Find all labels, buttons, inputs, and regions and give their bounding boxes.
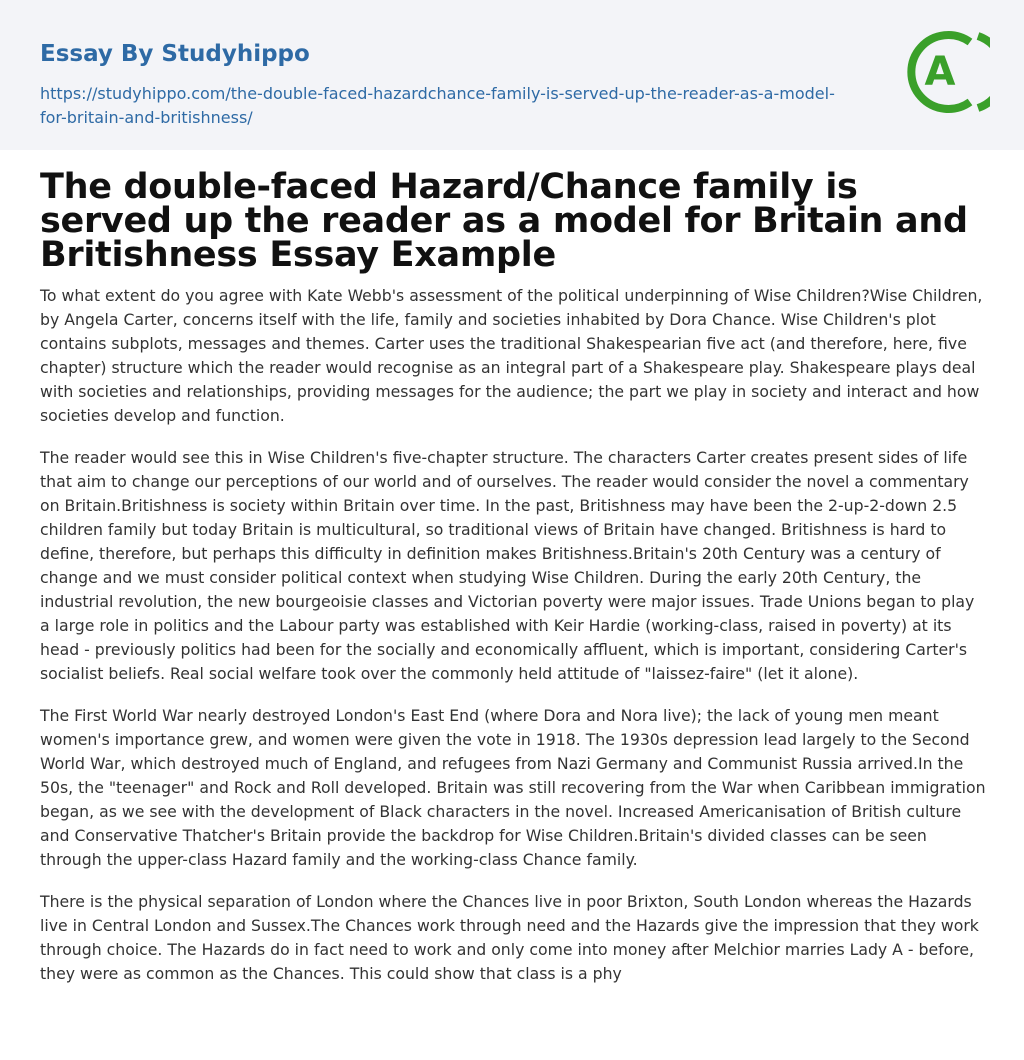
logo-letter: A xyxy=(924,49,956,95)
page-title: The double-faced Hazard/Chance family is served up the reader as a model for Britain and Britishness Essay Example xyxy=(40,167,968,275)
paragraph-2: The reader would see this in Wise Children's five-chapter structure. The characters Carter creates present sides of life that aim to change our perceptions of our world and of ourselves. The reader would consider the novel a commentary on Britain.Britishness is society within Britain over time. In the past, Britishness may have been the 2-up-2-down 2.5 children family but today Britain is multicultural, so traditional views of Britain have changed. Britishness is hard to define, therefore, but perhaps this difficulty in definition makes Britishness.Britain's 20th Century was a century of change and we must consider political context when studying Wise Children. During the early 20th Century, the industrial revolution, the new bourgeoisie classes and Victorian poverty were major issues. Trade Unions began to play a large role in politics and the Labour party was established with Keir Hardie (working-class, raised in poverty) at its head - previously politics had been for the socially and economically affluent, which is important, considering Carter's socialist beliefs. Real social welfare took over the commonly held attitude of "laissez-faire" (let it alone). xyxy=(40,448,975,683)
paragraph-1: To what extent do you agree with Kate Webb's assessment of the political underpinning of Wise Children?Wise Children, by Angela Carter, concerns itself with the life, family and societies inhabited by Dora Chance. Wise Children's plot contains subplots, messages and themes. Carter uses the traditional Shakespearian five act (and therefore, here, five chapter) structure which the reader would recognise as an integral part of a Shakespeare play. Shakespeare plays deal with societies and relationships, providing messages for the audience; the part we play in society and interact and how societies develop and function. xyxy=(40,286,983,425)
site-header xyxy=(0,0,1024,150)
paragraph-3: The First World War nearly destroyed London's East End (where Dora and Nora live); the lack of young men meant women's importance grew, and women were given the vote in 1918. The 1930s depression lead largely to the Second World War, which destroyed much of England, and refugees from Nazi Germany and Communist Russia arrived.In the 50s, the "teenager" and Rock and Roll developed. Britain was still recovering from the War when Caribbean immigration began, as we see with the development of Black characters in the novel. Increased Americanisation of British culture and Conservative Thatcher's Britain provide the backdrop for Wise Children.Britain's divided classes can be seen through the upper-class Hazard family and the working-class Chance family. xyxy=(40,706,986,869)
article xyxy=(40,167,986,986)
source-url-link[interactable]: https://studyhippo.com/the-double-faced-hazardchance-family-is-served-up-the-reader-as-a-model-for-britain-and-britishness/ xyxy=(40,84,835,127)
studyhippo-logo-icon[interactable] xyxy=(906,28,990,116)
paragraph-4: There is the physical separation of London where the Chances live in poor Brixton, South London whereas the Hazards live in Central London and Sussex.The Chances work through need and the Hazards give the impression that they work through choice. The Hazards do in fact need to work and only come into money after Melchior marries Lady A - before, they were as common as the Chances. This could show that class is a phy xyxy=(40,892,979,983)
brand-title[interactable]: Essay By Studyhippo xyxy=(40,41,310,67)
